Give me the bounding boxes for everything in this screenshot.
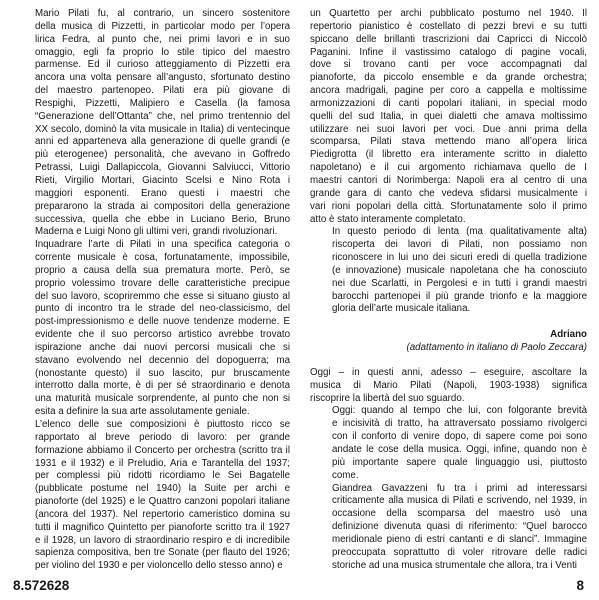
article-signature <box>310 329 587 355</box>
text-line: parmense. Ed il curioso atteggiamento di Pizzetti era <box>35 59 290 71</box>
text-line: armonizzazioni di canti popolari italiani, in special modo <box>310 97 587 109</box>
text-line: formazione abbiamo il Concerto per orchestra (scritto tra il <box>35 444 290 456</box>
text-line: (ancora del 1937). Nel repertorio cameristico domina su <box>35 508 290 520</box>
text-line: riscoprire la libertà del suo sguardo. <box>310 392 465 404</box>
text-line: maestri cantori di Norimberga: Napoli era al centro di una <box>310 174 587 186</box>
text-line: Maderna e Luigi Nono gli ultimi veri, grandi rivoluzionari. <box>35 226 278 238</box>
paragraph-oggi-intro <box>310 367 587 406</box>
text-line: esita a definire la sua arte assolutamente geniale. <box>35 406 250 418</box>
author-name: Adriano <box>550 329 587 341</box>
text-line: In questo periodo di lenta (ma qualitativamente alta) <box>332 226 587 238</box>
page-number: 8 <box>576 578 584 593</box>
text-line: Mario Pilati fu, al contrario, un sincero sostenitore <box>35 8 290 19</box>
paragraph-riscoperta <box>310 226 587 316</box>
paragraph-pizzetti <box>13 8 290 239</box>
text-line: anni ed apparteneva alla generazione di quelle grandi (e <box>35 136 290 148</box>
text-line: riconoscere in lui uno dei sicuri eredi di quella tradizione <box>332 252 587 264</box>
text-line: Inquadrare l’arte di Pilati in una specifica categoria o <box>35 239 290 251</box>
text-line: Respighi, Pizzetti, Malipiero e Casella (la famosa <box>35 97 290 109</box>
text-line: rapportato al breve periodo di lavoro: per grande <box>35 431 290 443</box>
text-line: barocchi partenopei il più grande trionfo e la maggiore <box>332 290 587 302</box>
text-line: Oggi – in questi anni, adesso – eseguire, ascoltare la <box>310 366 587 378</box>
text-line: pianoforte (del 1925) e le Quattro canzoni popolari italiane <box>35 496 290 508</box>
text-line: omaggio, egli fa proprio lo stile tipico del maestro <box>35 46 290 58</box>
text-line: ispirazione anche dai nuovi percorsi musicali che si <box>35 341 290 353</box>
text-line: andate le cose della musica. Oggi, infine, quando non è <box>332 444 587 455</box>
text-line: interrotto dalla morte, è di per sé straordinario e denota <box>35 380 290 392</box>
right-column <box>310 8 587 572</box>
text-line: del maestro partenopeo. Pilati era più giovane di <box>35 85 290 97</box>
text-line: successiva, quella che ebbe in Luciano Berio, Bruno <box>35 213 290 225</box>
text-line: Petrassi, Luigi Dallapiccola, Giovanni Salviucci, Vittorio <box>35 162 290 174</box>
paragraph-gavazzeni <box>310 483 587 573</box>
text-line: un Quartetto per archi pubblicato postumo nel 1940. Il <box>310 8 587 19</box>
text-line: quelli del sud Italia, in quei dialetti che amava moltissimo <box>310 110 587 122</box>
text-line: Paganini. Infine il vastissimo catalogo di pagine vocali, <box>310 46 587 58</box>
text-line: dove si trovano canti per voce accompagnati dal <box>310 59 587 71</box>
text-line: proprio volessimo trovare delle caratteristiche precipue <box>35 277 290 289</box>
text-line: napoletano) e il cui argomento richiamava quello de I <box>310 162 587 174</box>
text-line: come. <box>332 469 359 481</box>
text-line: ancora una volta pensare all’angusto, sfortunato destino <box>35 72 290 84</box>
text-line: Rieti, Virgilio Mortari, Giacinto Scelsi e Nino Rota i <box>35 174 290 186</box>
text-line: del suo lavoro, scopriremmo che esse si situano giusto al <box>35 290 290 302</box>
text-line: atto è stato interamente completato. <box>310 213 466 225</box>
text-line: più importante sapere quale linguaggio usi, piuttosto <box>332 456 587 468</box>
text-line: prepararono la strada ai compositori della generazione <box>35 200 290 212</box>
text-line: grande gara di canto che vedeva sfidarsi musicalmente i <box>310 187 587 199</box>
text-line: repertorio pianistico è costellato di pezzi brevi e su tutti <box>310 20 587 32</box>
text-line: della musica di Pizzetti, in particolar modo per l’opera <box>35 20 290 32</box>
text-line: (nonostante questo) il suo lascito, pur bruscamente <box>35 367 290 379</box>
text-line: XX secolo, dominò la vita musicale in Italia) di ventecinque <box>35 123 290 135</box>
text-line: punto di incontro tra le strade del neo-classicismo, del <box>35 303 290 315</box>
text-line: scomparsa, Pilati stava mettendo mano all’opera lirica <box>310 136 587 148</box>
paragraph-oggi-tempo <box>310 405 587 482</box>
text-line: e il 1928, un lavoro di straordinario respiro e di incredibile <box>35 534 290 546</box>
text-line: per violino del 1930 e per violoncello dello stesso anno) e <box>35 560 283 572</box>
text-line: maggiori esponenti. Erano questi i maestri che <box>35 187 290 199</box>
paragraph-arte-di-pilati <box>13 239 290 419</box>
text-line: Piedigrotta (il libretto era interamente scritto in dialetto <box>310 149 587 161</box>
text-line: ancora madrigali, pagine per coro a cappella e moltissime <box>310 85 587 97</box>
text-line: lirica Fedra, al punto che, nei primi lavori e in suo <box>35 33 290 45</box>
text-line: storiche ad una musica strumentale che allora, tra i Venti <box>332 559 577 571</box>
text-line: utilizzare nei suoi lavori per voci. Due anni prima della <box>310 123 587 135</box>
text-line: (e innovazione) musicale napoletana che ha conosciuto <box>332 264 587 276</box>
text-line: occasione della scomparsa del maestro usò una <box>332 508 587 520</box>
text-line: gloria dell’arte musicale italiana. <box>332 303 471 315</box>
text-line: stavano evolvendo nel decennio del dopoguerra; ma <box>35 354 290 366</box>
text-line: (pubblicate postume nel 1940) la Suite per archi e <box>35 483 290 495</box>
text-line: post-impressionismo e delle nuove tendenze moderne. È <box>35 316 290 328</box>
text-line: definizione divenuta quasi di riferimento: “Quel barocco <box>332 521 587 533</box>
text-line: più eterogenee) personalità, che avevano in Goffredo <box>35 149 290 161</box>
text-line: per complessi più ridotti ricordiamo le Sei Bagatelle <box>35 470 290 482</box>
text-line: con il conforto di venire dopo, di sapere come poi sono <box>332 431 587 443</box>
text-line: tutti il magnifico Quintetto per pianoforte scritto tra il 1927 <box>35 521 290 533</box>
left-column <box>13 8 290 573</box>
text-line: preoccupata soprattutto di voler ritrovare delle radici <box>332 546 587 558</box>
catalog-number: 8.572628 <box>13 578 70 593</box>
paragraph-elenco-composizioni <box>13 419 290 573</box>
text-line: proprio a causa della sua prematura morte. Però, se <box>35 264 290 276</box>
text-line: evidente che il suo percorso artistico avrebbe trovato <box>35 329 290 341</box>
text-line: musica di Mario Pilati (Napoli, 1903-1938) significa <box>310 379 587 391</box>
text-line: sapienza compositiva, ben tre Sonate (per flauto del 1926; <box>35 547 290 559</box>
text-line: e incisività di tratto, ha attraversato possiamo rivolgerci <box>332 418 587 430</box>
text-line: pianoforte, da piccolo ensemble e da grande orchestra; <box>310 72 587 84</box>
text-line: una maturità musicale sorprendente, al punto che non si <box>35 393 290 405</box>
text-line: 1931 e il 1932) e il Preludio, Aria e Tarantella del 1937; <box>35 457 290 469</box>
text-line: “Generazione dell’Ottanta” che, nel primo trentennio del <box>35 110 290 122</box>
text-line: riscoperta dei lavori di Pilati, non possiamo non <box>332 239 587 251</box>
text-line: vari rioni popolari della città. Sfortunatamente solo il primo <box>310 200 587 212</box>
text-line: Giandrea Gavazzeni fu tra i primi ad interessarsi <box>332 482 587 494</box>
text-line: meridionale pieno di estri cantanti e di slanci”. Immagine <box>332 533 587 545</box>
paragraph-repertorio <box>310 8 587 226</box>
text-line: Oggi: quando al tempo che lui, con folgorante brevità <box>332 405 587 417</box>
text-line: corrente musicale è cosa, fortunatamente, impossibile, <box>35 252 290 264</box>
text-line: criticamente alla musica di Pilati e scrivendo, nel 1939, in <box>332 495 587 507</box>
text-line: nei due Scarlatti, in Pergolesi e in tutti i grandi maestri <box>332 277 587 289</box>
text-line: spiccano delle brillanti trascrizioni dai Capricci di Niccolò <box>310 33 587 45</box>
text-line: L’elenco delle sue composizioni è piuttosto ricco se <box>35 419 290 430</box>
translation-credit: (adattamento in italiano di Paolo Zeccara) <box>406 342 587 354</box>
